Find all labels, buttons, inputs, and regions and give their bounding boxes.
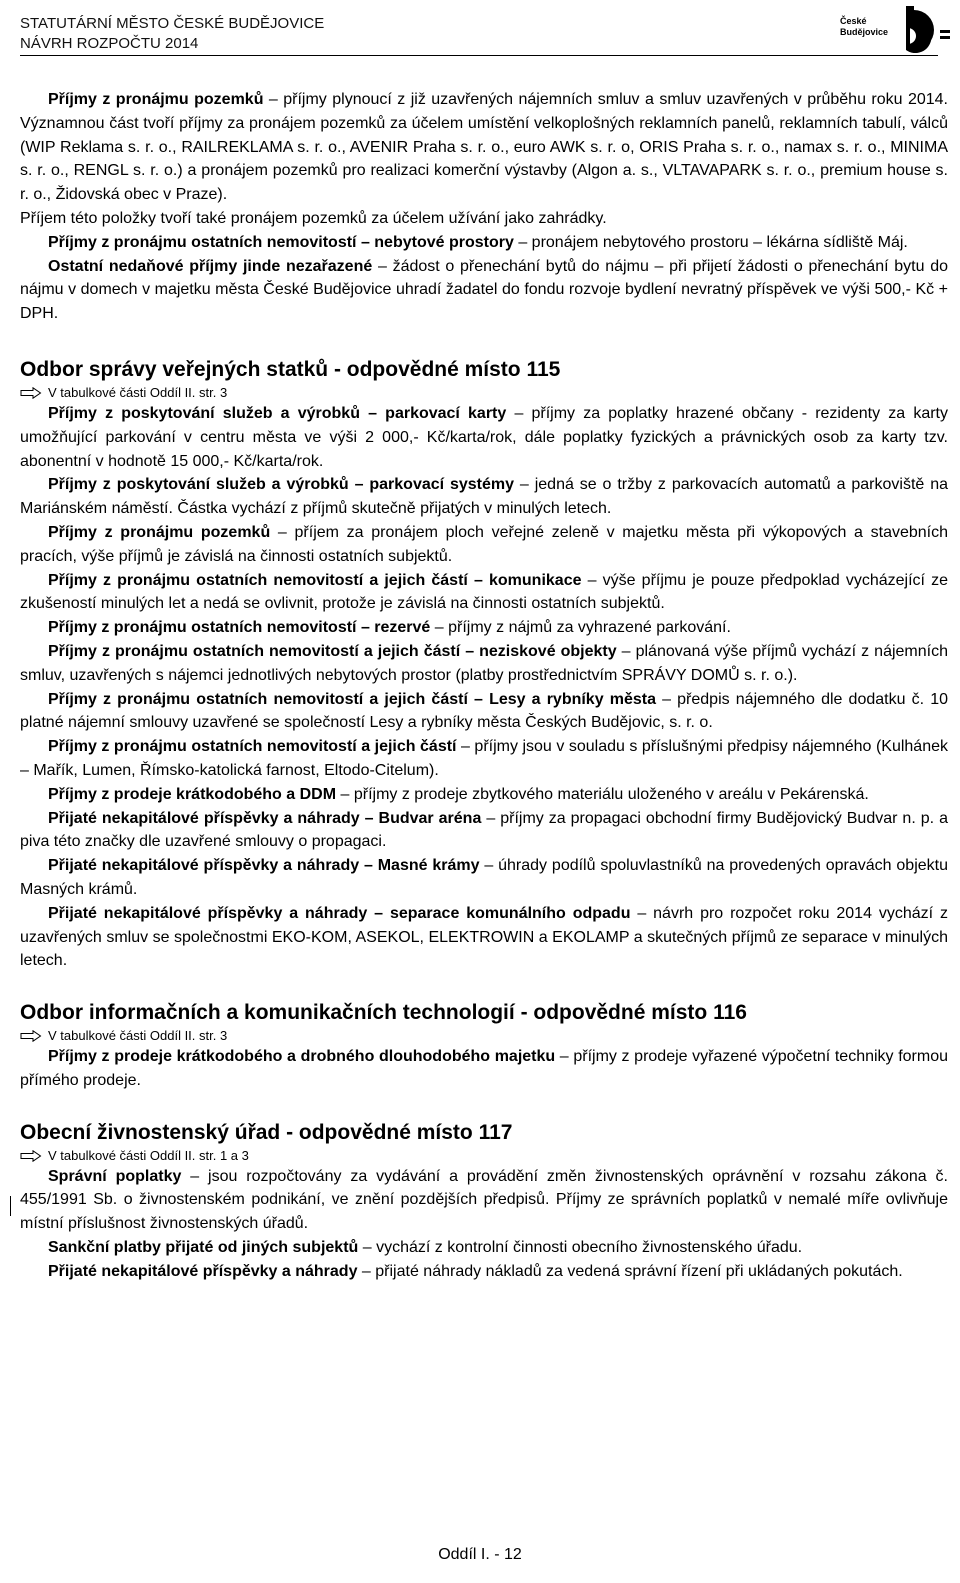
body-paragraph [20,255,948,326]
paragraph-heading: Příjmy z pronájmu ostatních nemovitostí – rezervé [48,619,431,637]
paragraph-text: – příjmy za propagaci obchodní firmy Budějovický Budvar n. p. a piva této značky dle uzavřené smlouvy o propagaci. [20,809,949,851]
paragraph-heading: Příjmy z prodeje krátkodobého a DDM [48,785,337,803]
paragraph-text: – příjem za pronájem ploch veřejné zeleně v majetku města při výkopových a stavebních pracích, výše příjmů je závislá na činnosti ostatních subjektů. [20,523,949,565]
body-paragraph [20,402,948,473]
body-paragraph [20,902,948,973]
section-title: Obecní živnostenský úřad - odpovědné místo 117 [20,1120,513,1144]
paragraph-heading: Přijaté nekapitálové příspěvky a náhrady [48,1262,358,1280]
body-paragraph [20,735,948,783]
body-paragraph [20,783,948,807]
intro-block [20,88,948,326]
table-reference [20,384,948,402]
arrow-right-icon [20,1150,42,1162]
section-title: Odbor informačních a komunikačních technologií - odpovědné místo 116 [20,1001,747,1025]
paragraph-text: – žádost o přenechání bytů do nájmu – při přijetí žádosti o přenechání bytu do nájmu v domech v majetku města České Budějovice uhradí žadatel do fondu rozvoje bydlení nevratný příspěvek ve výši 500,- Kč + DPH. [20,257,949,323]
paragraph-heading: Příjmy z pronájmu pozemků [48,91,264,108]
paragraph-text: Příjem této položky tvoří také pronájem pozemků za účelem užívání jako zahrádky. [20,209,607,227]
paragraph-text: – návrh pro rozpočet roku 2014 vychází z uzavřených smluv se společnostmi EKO-KOM, ASEKOL, ELEKTROWIN a EKOLAMP a skutečných příjmů ze separace v minulých letech. [20,904,948,970]
body-paragraph [20,688,948,736]
paragraph-text: – příjmy plynoucí z již uzavřených nájemních smluv a smluv uzavřených v průběhu roku 2014. Významnou část tvoří příjmy za pronájem pozemků za účelem umístění velkoplošných reklamních panelů, reklamních tabulí, válců (WIP Reklama s. r. o., RAILREKLAMA s. r. o., AVENIR Praha s. r. o., euro AWK s. r. o, ORIS Praha s. r. o., namax s. r. o., MINIMA s. r. o., RENGL s. r. o.) a pronájem pozemků pro realizaci komerční výstavby (Algon a. s., VLTAVAPARK s. r. o., premium house s. r. o., Židovská obec v Praze). [20,91,949,204]
body-paragraph [20,207,948,231]
body-paragraph [20,640,948,688]
paragraph-text: – plánovaná výše příjmů vychází z nájemních smluv, uzavřených s nájemci jednotlivých nebytových prostor (platby prostřednictvím SPRÁVY DOMŮ s. r. o.). [20,642,948,684]
paragraph-text: – úhrady podílů spoluvlastníků na provedených opravách objektu Masných krámů. [20,857,949,898]
paragraph-text: – předpis nájemného dle dodatku č. 10 platné nájemní smlouvy uzavřené se společností Lesy a rybníky města Českých Budějovic, s. r. o. [20,690,948,732]
paragraph-heading: Přijaté nekapitálové příspěvky a náhrady – Budvar aréna [48,809,482,827]
sections-block [20,356,948,1284]
header-budget-title: NÁVRH ROZPOČTU 2014 [20,35,199,52]
paragraph-heading: Příjmy z pronájmu ostatních nemovitostí a jejich částí – neziskové objekty [48,642,617,660]
paragraph-heading: Přijaté nekapitálové příspěvky a náhrady – Masné krámy [48,857,480,875]
table-reference-text: V tabulkové části Oddíl II. str. 3 [48,384,228,400]
body-paragraph [20,1165,948,1236]
paragraph-text: – pronájem nebytového prostoru – lékárna sídliště Máj. [513,233,908,251]
paragraph-heading: Příjmy z pronájmu ostatních nemovitostí – nebytové prostory [48,233,514,251]
paragraph-text: – jedná se o tržby z parkovacích automatů a parkoviště na Mariánském náměstí. Částka vychází z příjmů skutečně přijatých v minulých letech. [20,476,948,518]
paragraph-heading: Příjmy z prodeje krátkodobého a drobného dlouhodobého majetku [48,1048,556,1066]
paragraph-text: – vychází z kontrolní činnosti obecního živnostenského úřadu. [358,1239,803,1257]
paragraph-text: – příjmy za poplatky hrazené občany - rezidenty za karty umožňující parkování v centru města ve výši 2 000,- Kč/karta/rok, dále poplatky fyzických a právnických osob za karty tzv. abonentní v hodnotě 15 000,- Kč/karta/rok. [20,404,949,470]
body-paragraph [20,473,948,521]
paragraph-heading: Ostatní nedaňové příjmy jinde nezařazené [48,257,373,275]
paragraph-text: – příjmy z prodeje zbytkového materiálu uloženého v areálu v Pekárenská. [336,785,869,803]
paragraph-text: – jsou rozpočtovány za vydávání a provádění změn živnostenských oprávnění v rozsahu zákona č. 455/1991 Sb. o živnostenském podnikání, ve znění pozdějších předpisů. Příjmy ze správních poplatků v nemalé míře ovlivňuje místní příslušnost živnostenských úřadů. [20,1167,949,1233]
body-paragraph [20,569,948,617]
paragraph-heading: Přijaté nekapitálové příspěvky a náhrady – separace komunálního odpadu [48,904,631,922]
body-paragraph [20,88,948,207]
paragraph-heading: Příjmy z pronájmu pozemků [48,523,271,541]
table-reference-text: V tabulkové části Oddíl II. str. 1 a 3 [48,1147,249,1163]
paragraph-heading: Příjmy z poskytování služeb a výrobků – parkovací karty [48,404,507,422]
section-title: Odbor správy veřejných statků - odpovědné místo 115 [20,357,561,381]
arrow-right-icon [20,1030,42,1042]
paragraph-heading: Příjmy z poskytování služeb a výrobků – parkovací systémy [48,476,515,494]
paragraph-heading: Příjmy z pronájmu ostatních nemovitostí a jejich částí [48,738,457,756]
paragraph-heading: Příjmy z pronájmu ostatních nemovitostí a jejich částí – komunikace [48,571,582,589]
paragraph-heading: Správní poplatky [48,1167,182,1185]
arrow-right-icon [20,387,42,399]
svg-text:Budějovice: Budějovice [840,27,889,37]
page-header [20,14,324,54]
body-paragraph [20,1236,948,1260]
paragraph-heading: Příjmy z pronájmu ostatních nemovitostí a jejich částí – Lesy a rybníky města [48,690,656,708]
body-paragraph [20,616,948,640]
paragraph-text: – příjmy z nájmů za vyhrazené parkování. [430,619,731,637]
table-reference [20,1027,948,1045]
body-paragraph [20,231,948,255]
margin-change-bar [10,1196,11,1216]
table-reference-text: V tabulkové části Oddíl II. str. 3 [48,1028,228,1044]
city-logo-icon [836,2,956,54]
svg-text:České: České [840,16,867,26]
body-paragraph [20,1045,948,1093]
page-footer: Oddíl I. - 12 [438,1546,522,1563]
header-divider [20,55,938,56]
body-paragraph [20,521,948,569]
paragraph-text: – výše příjmu je pouze předpoklad vycházející ze zkušeností minulých let a nedá se ovlivnit, protože je závislá na činnosti ostatních subjektů. [20,571,949,613]
paragraph-text: – přijaté náhrady nákladů za vedená správní řízení při ukládaných pokutách. [357,1262,903,1280]
paragraph-heading: Sankční platby přijaté od jiných subjektů [48,1239,359,1257]
body-paragraph [20,807,948,855]
table-reference [20,1147,948,1165]
body-paragraph [20,854,948,902]
paragraph-text: – příjmy jsou v souladu s příslušnými předpisy nájemného (Kulhánek – Mařík, Lumen, Římsko-katolická farnost, Eltodo-Citelum). [20,738,949,779]
body-paragraph [20,1260,948,1284]
header-city-name: STATUTÁRNÍ MĚSTO ČESKÉ BUDĚJOVICE [20,15,325,32]
paragraph-text: – příjmy z prodeje vyřazené výpočetní techniky formou přímého prodeje. [20,1048,948,1089]
document-body [20,88,948,1284]
